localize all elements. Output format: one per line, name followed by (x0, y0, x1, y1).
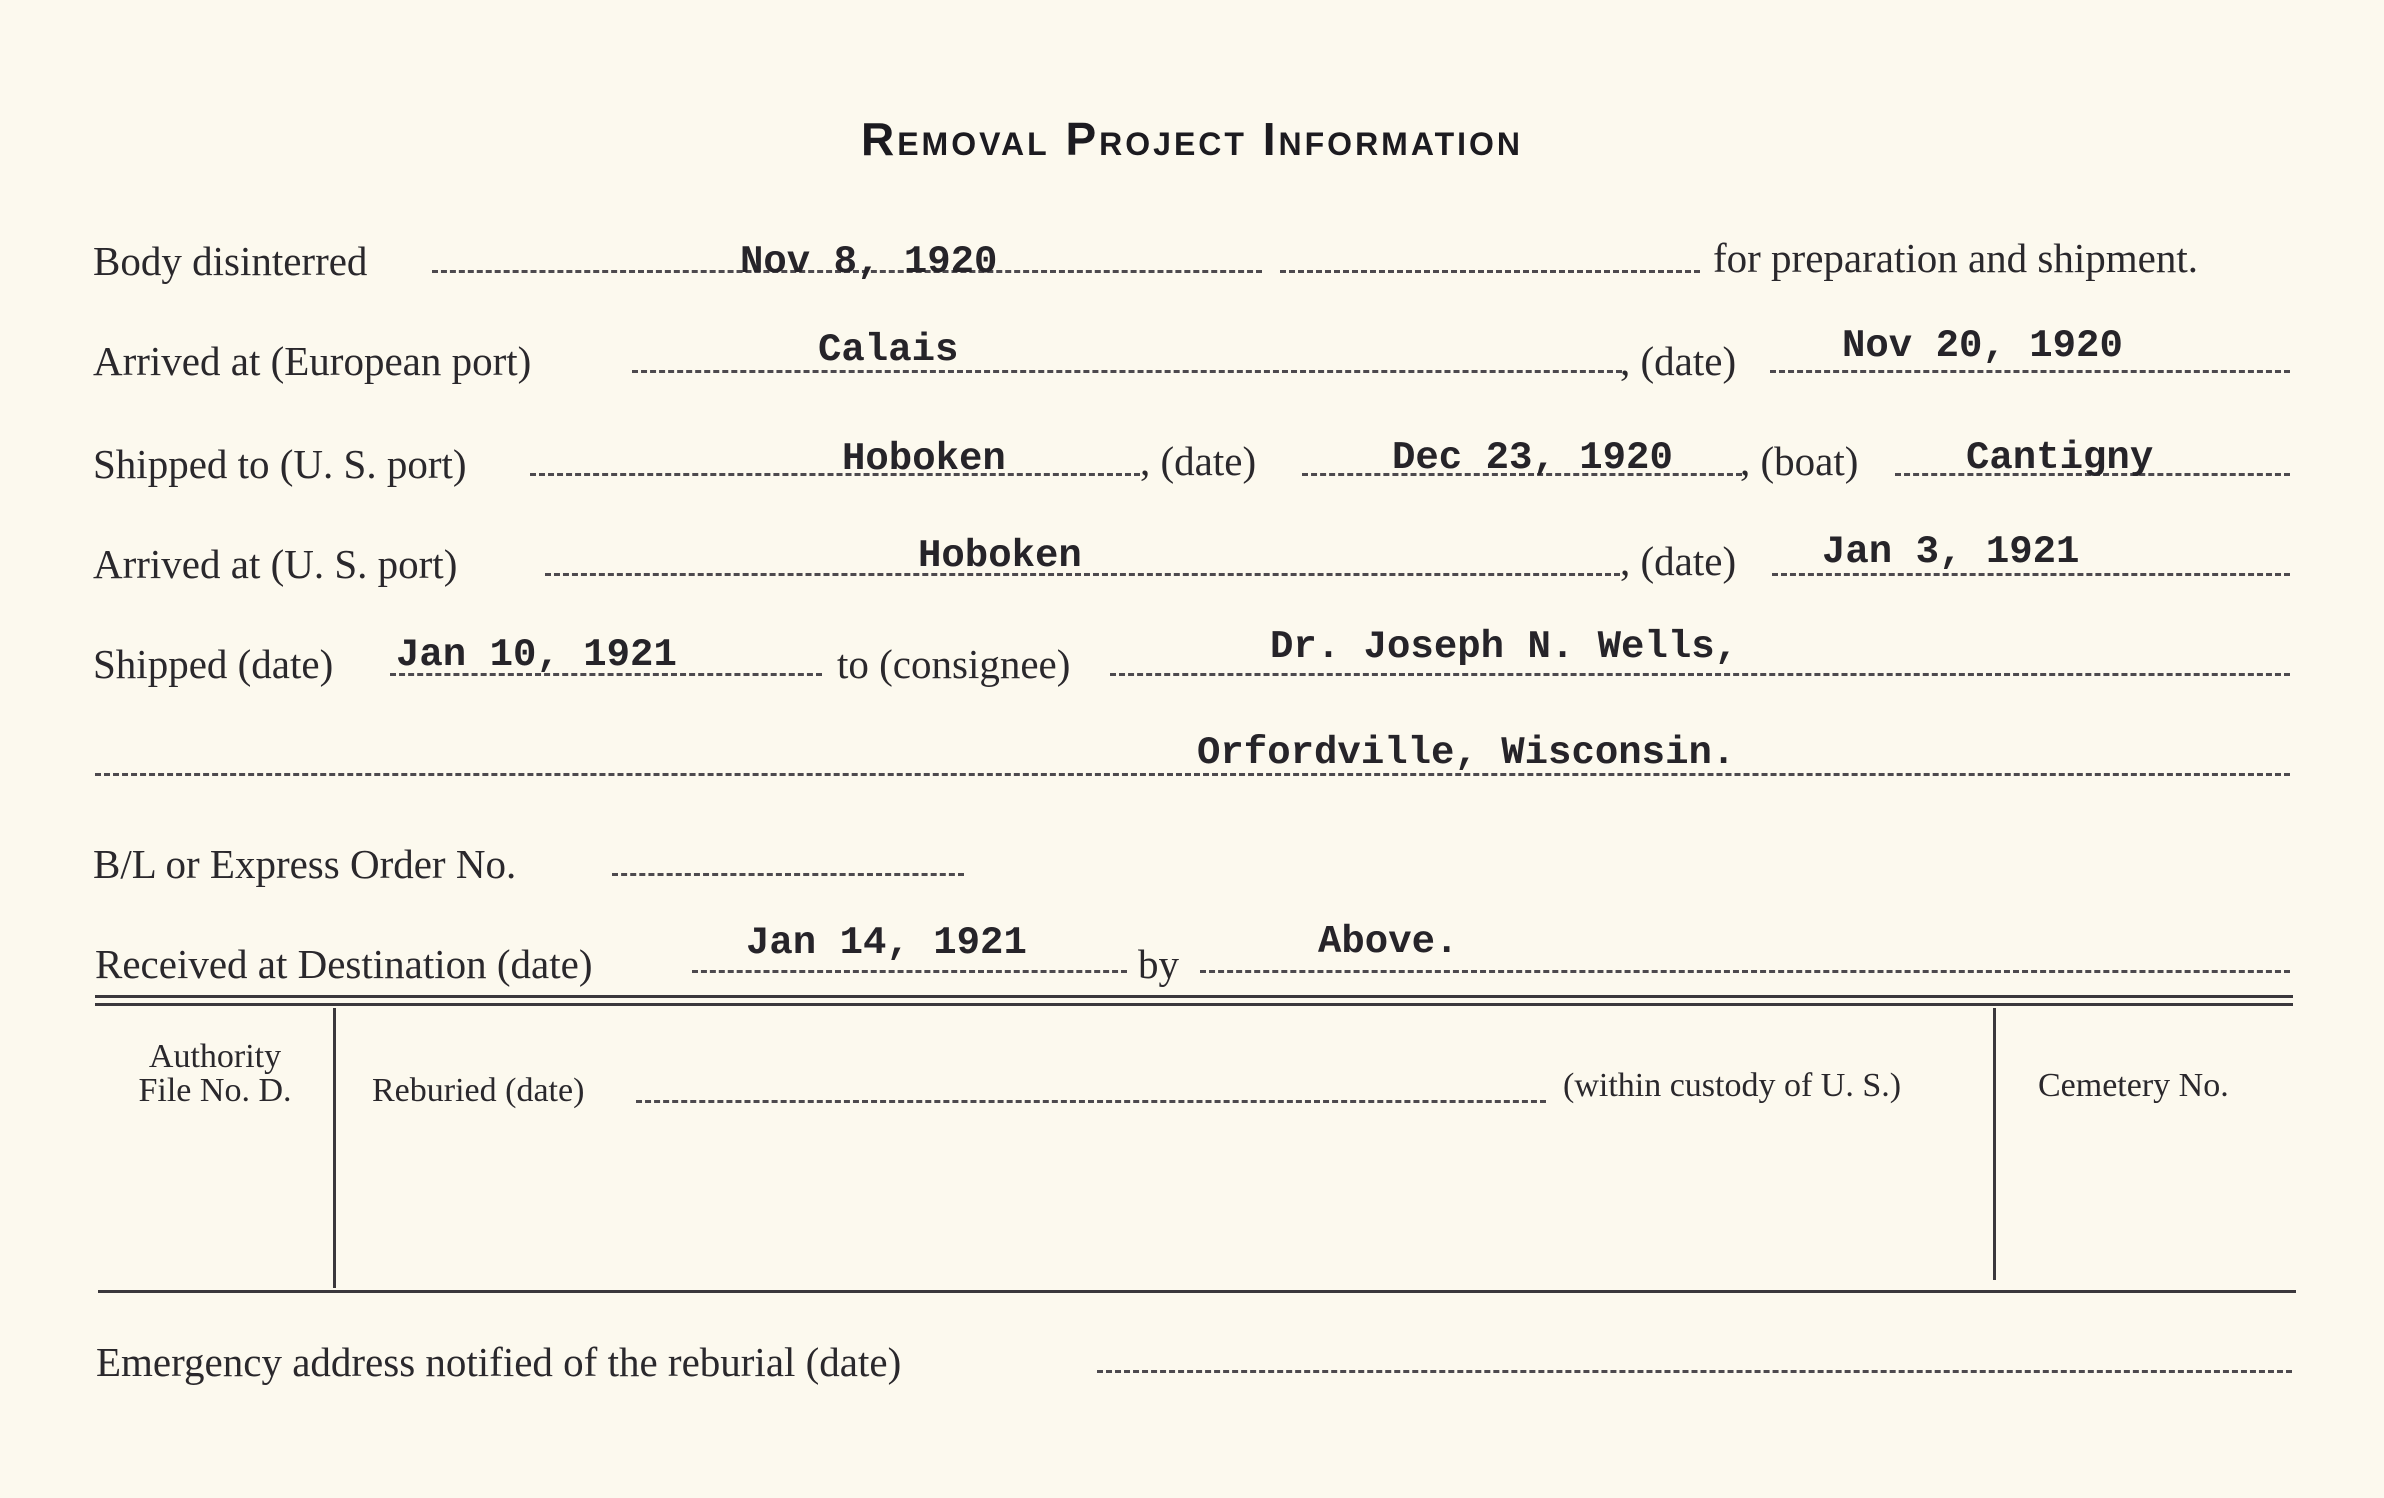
page-title: Removal Project Information (860, 113, 1524, 165)
shipped-to-date: Dec 23, 1920 (1392, 436, 1673, 480)
arrived-us-date: Jan 3, 1921 (1822, 530, 2080, 574)
disinterred-label: Body disinterred (93, 238, 368, 284)
emergency-line (1097, 1370, 2292, 1373)
authority-line1: Authority (148, 1038, 282, 1075)
address-line (95, 773, 2290, 776)
arrived-us-line (545, 573, 1620, 576)
authority-line2: File No. D. (138, 1072, 292, 1109)
emergency-label: Emergency address notified of the reburial (date) (96, 1339, 902, 1385)
reburied-line (636, 1100, 1546, 1103)
authority-label (110, 1040, 320, 1108)
custody-label: (within custody of U. S.) (1563, 1067, 1902, 1104)
shipped-to-label: Shipped to (U. S. port) (93, 441, 467, 487)
arrived-eu-date-line (1770, 370, 2290, 373)
arrived-eu-value: Calais (818, 328, 959, 372)
received-by-label: by (1138, 941, 1179, 987)
shipped-date-label: Shipped (date) (93, 641, 334, 687)
box-divider-left (333, 1008, 336, 1288)
arrived-us-date-label: , (date) (1620, 538, 1737, 584)
arrived-us-label: Arrived at (U. S. port) (93, 541, 458, 587)
received-label: Received at Destination (date) (95, 941, 593, 987)
received-line (692, 970, 1127, 973)
shipped-to-date-label: , (date) (1140, 438, 1257, 484)
address-value: Orfordville, Wisconsin. (1197, 731, 1736, 775)
consignee-line (1110, 673, 2290, 676)
disinterred-line-2 (1280, 270, 1700, 273)
received-by-line (1200, 970, 2290, 973)
arrived-eu-date: Nov 20, 1920 (1842, 324, 2123, 368)
bl-line (612, 873, 964, 876)
arrived-eu-line (632, 370, 1622, 373)
shipped-date-value: Jan 10, 1921 (396, 633, 677, 677)
box-bottom-rule (98, 1290, 2296, 1293)
received-value: Jan 14, 1921 (746, 921, 1027, 965)
bl-label: B/L or Express Order No. (93, 841, 517, 887)
disinterred-value: Nov 8, 1920 (740, 240, 998, 284)
box-divider-right (1993, 1008, 1996, 1280)
received-by-value: Above. (1318, 920, 1459, 964)
consignee-label: to (consignee) (837, 641, 1071, 687)
shipped-to-boat: Cantigny (1966, 436, 2154, 480)
shipped-to-line (530, 473, 1140, 476)
consignee-value: Dr. Joseph N. Wells, (1270, 625, 1739, 669)
box-top-rule (95, 995, 2293, 998)
box-top-rule-2 (95, 1003, 2293, 1006)
disinterred-suffix: for preparation and shipment. (1713, 235, 2199, 281)
arrived-eu-label: Arrived at (European port) (93, 338, 532, 384)
shipped-to-boat-label: , (boat) (1740, 438, 1859, 484)
arrived-us-value: Hoboken (918, 534, 1082, 578)
arrived-eu-date-label: , (date) (1620, 338, 1737, 384)
shipped-to-value: Hoboken (842, 437, 1006, 481)
cemetery-label: Cemetery No. (2038, 1067, 2229, 1104)
reburied-label: Reburied (date) (372, 1072, 585, 1109)
